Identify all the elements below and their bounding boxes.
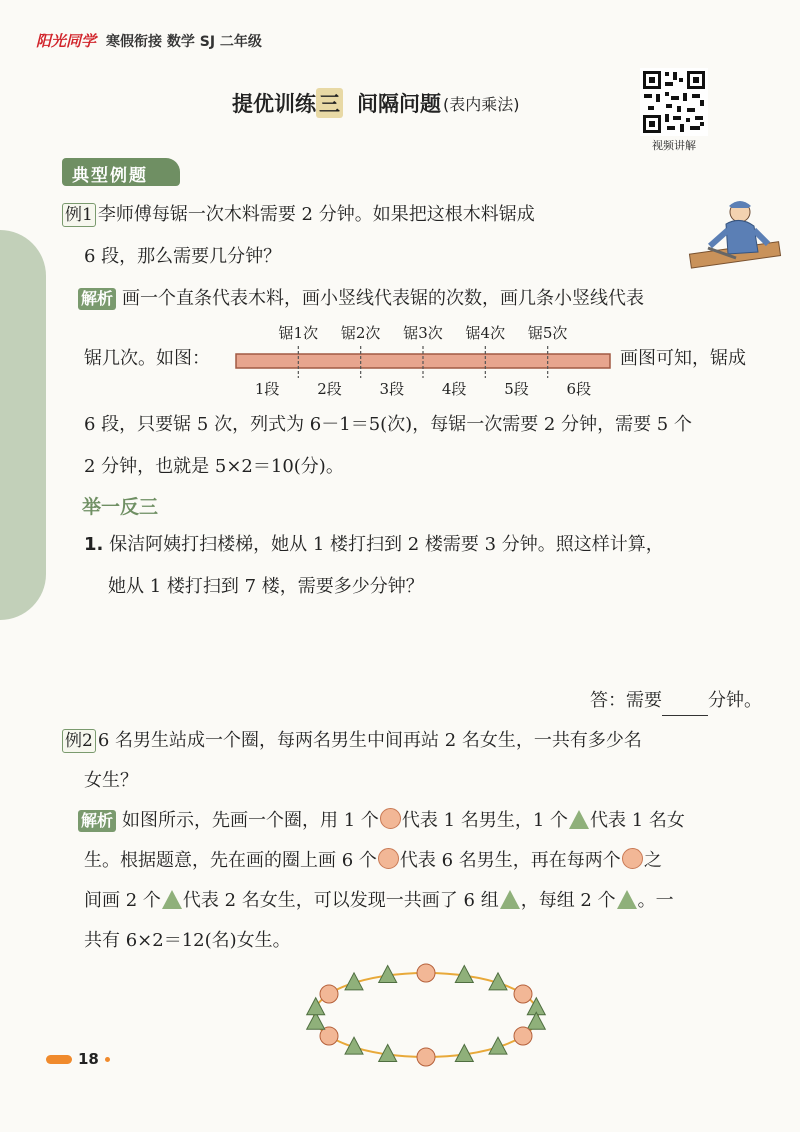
segment-label: 2段	[317, 380, 342, 398]
cut-label: 锯2次	[340, 324, 381, 342]
page-header	[36, 30, 262, 51]
title-main: 间隔问题	[357, 92, 441, 116]
segment-label: 5段	[504, 380, 529, 398]
segment-label: 4段	[441, 380, 467, 398]
example1-analysis-tag: 解析	[78, 288, 116, 310]
brand-logo: 阳光同学	[36, 32, 97, 50]
example2-analysis-line2: 生。根据题意，先在画的圈上画 6 个 代表 6 名男生，再在每两个 之	[84, 850, 662, 871]
circle-arrangement-diagram	[296, 960, 556, 1070]
circle-icon	[622, 848, 643, 869]
title-number: 三	[316, 88, 343, 118]
boy-circle	[417, 1048, 435, 1066]
boy-circle	[417, 964, 435, 982]
section-label: 典型例题	[72, 166, 148, 186]
footer-dot	[105, 1057, 110, 1062]
example1-analysis-line4: 2 分钟，也就是 5×2＝10(分)。	[84, 456, 344, 477]
side-tab	[0, 230, 46, 620]
example1-tag: 例1	[62, 203, 96, 227]
boy-circle	[320, 985, 338, 1003]
cut-label: 锯1次	[278, 324, 319, 342]
boy-circle	[514, 985, 532, 1003]
circle-icon	[378, 848, 399, 869]
example1-analysis-line2-right: 画图可知，锯成	[620, 348, 746, 369]
title-prefix: 提优训练	[232, 92, 316, 116]
triangle-icon	[500, 890, 520, 909]
wood-diagram	[230, 318, 620, 402]
segment-label: 3段	[379, 380, 405, 398]
triangle-icon	[569, 810, 589, 829]
example1-analysis-line2-left: 锯几次。如图：	[84, 348, 210, 369]
cut-label: 锯5次	[527, 324, 568, 342]
title-sub: (表内乘法)	[443, 94, 520, 114]
cut-label: 锯3次	[403, 324, 443, 342]
example1-line2: 6 段，那么需要几分钟？	[84, 246, 282, 267]
example2-analysis-line1: 解析 如图所示，先画一个圈，用 1 个 代表 1 名男生，1 个 代表 1 名女	[78, 806, 685, 836]
segment-label: 1段	[254, 380, 280, 398]
circle-icon	[380, 808, 401, 829]
page-footer	[46, 1050, 110, 1068]
answer-blank[interactable]	[662, 695, 708, 716]
example2-line2: 女生？	[84, 770, 138, 791]
example1-analysis-line3: 6 段，只要锯 5 次，列式为 6－1＝5(次)，每锯一次需要 2 分钟，需要 5 个	[84, 414, 692, 435]
page-title	[232, 88, 520, 118]
qr-label: 视频讲解	[652, 139, 696, 152]
practice-q1-line2: 她从 1 楼打扫到 7 楼，需要多少分钟？	[108, 576, 424, 597]
boy-circle	[514, 1027, 532, 1045]
example1-line1: 例1 李师傅每锯一次木料需要 2 分钟。如果把这根木料锯成	[62, 200, 535, 230]
book-subtitle: 寒假衔接 数学 SJ 二年级	[106, 33, 262, 50]
example2-analysis-line3: 间画 2 个 代表 2 名女生，可以发现一共画了 6 组 ，每组 2 个 。一	[84, 890, 674, 911]
practice-answer: 答：需要 分钟。	[590, 686, 762, 716]
page-number: 18	[78, 1050, 99, 1068]
footer-bar	[46, 1055, 72, 1064]
qr-code-icon[interactable]	[640, 68, 708, 136]
practice-heading: 举一反三	[82, 496, 159, 518]
carpenter-illustration	[688, 196, 784, 276]
section-badge	[62, 158, 188, 188]
segment-label: 6段	[566, 380, 592, 398]
example2-analysis-tag: 解析	[78, 810, 116, 832]
example1-analysis-line1: 解析 画一个直条代表木料，画小竖线代表锯的次数，画几条小竖线代表	[78, 284, 644, 314]
example2-analysis-line4: 共有 6×2＝12(名)女生。	[84, 930, 291, 951]
triangle-icon	[162, 890, 182, 909]
cut-label: 锯4次	[465, 324, 506, 342]
triangle-icon	[617, 890, 637, 909]
example2-tag: 例2	[62, 729, 96, 753]
practice-q1-line1: 1. 保洁阿姨打扫楼梯，她从 1 楼打扫到 2 楼需要 3 分钟。照这样计算，	[84, 534, 664, 555]
example2-line1: 例2 6 名男生站成一个圈，每两名男生中间再站 2 名女生，一共有多少名	[62, 726, 642, 756]
